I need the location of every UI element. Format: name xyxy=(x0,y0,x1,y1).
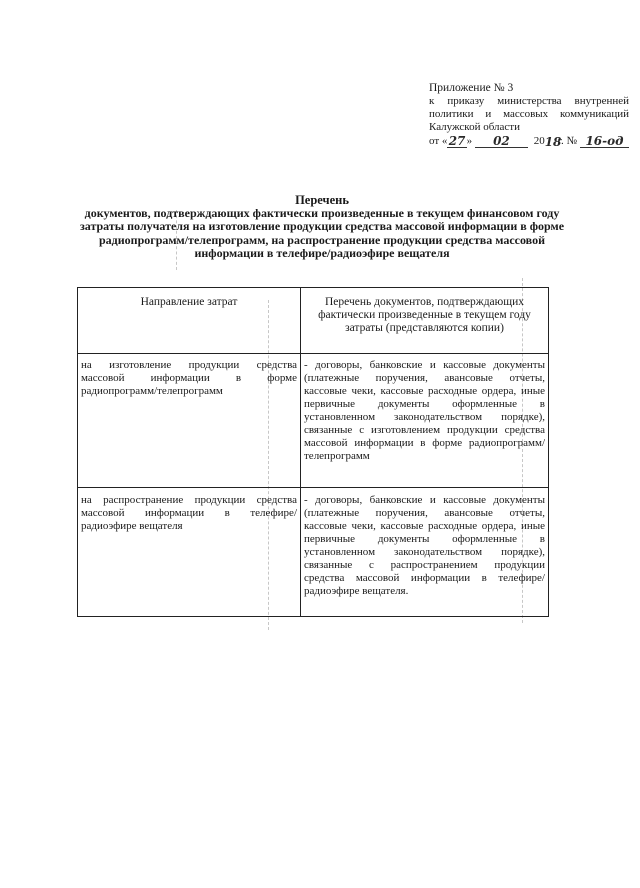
cell-direction: на изготовление продукции средства массовой информации в форме радиопрограмм/телепрограмм xyxy=(78,354,301,488)
date-prefix: от « xyxy=(429,135,448,147)
date-day-handwritten: 27 xyxy=(448,134,466,148)
heading-line-4: информации в телефире/радиоэфире вещателя xyxy=(194,245,450,260)
appendix-line-2: политики и массовых коммуникаций xyxy=(429,108,629,120)
date-month-handwritten: 02 xyxy=(475,135,528,148)
document-heading xyxy=(70,194,574,260)
appendix-line-3: Калужской области xyxy=(429,121,520,133)
cell-documents: - договоры, банковские и кассовые документы (платежные поручения, авансовые отчеты, кассовые чеки, кассовые расходные ордера, иные первичные документы оформленные в установленном законодательством порядке), связанные с изготовлением продукции средства массовой информации в форме радиопрограмм/телепрограмм xyxy=(301,354,549,488)
column-header-documents: Перечень документов, подтверждающих фактически произведенные в текущем году затраты (представляются копии) xyxy=(301,288,549,354)
date-suffix: г. № xyxy=(557,135,577,147)
heading-title: Перечень xyxy=(295,193,349,207)
cell-documents: - договоры, банковские и кассовые документы (платежные поручения, авансовые отчеты, кассовые чеки, кассовые расходные ордера, иные первичные документы оформленные в установленном законодательством порядке), связанные с распространением продукции средства массовой информации в телефире/радиоэфире вещателя. xyxy=(301,488,549,617)
table-row xyxy=(78,354,549,488)
column-header-direction: Направление затрат xyxy=(78,288,301,354)
cell-direction: на распространение продукции средства массовой информации в телефире/радиоэфире вещателя xyxy=(78,488,301,617)
table-header-row xyxy=(78,288,549,354)
appendix-block xyxy=(429,82,629,148)
date-year-handwritten: 18 xyxy=(544,135,562,149)
appendix-line-1: к приказу министерства внутренней xyxy=(429,95,629,107)
heading-line-2: затраты получателя на изготовление продукции средства массовой информации в форме xyxy=(79,219,565,234)
heading-line-1: документов, подтверждающих фактически произведенные в текущем финансовом году xyxy=(84,206,560,221)
date-year-prefix: 20 xyxy=(533,135,545,147)
date-mid: » xyxy=(466,135,473,147)
documents-table xyxy=(77,287,549,617)
table-row xyxy=(78,488,549,617)
heading-line-3: радиопрограмм/телепрограмм, на распространение продукции средства массовой xyxy=(99,232,545,247)
appendix-date-line xyxy=(429,135,629,148)
order-number-handwritten: 16-од xyxy=(580,135,629,148)
appendix-title: Приложение № 3 xyxy=(429,82,514,94)
